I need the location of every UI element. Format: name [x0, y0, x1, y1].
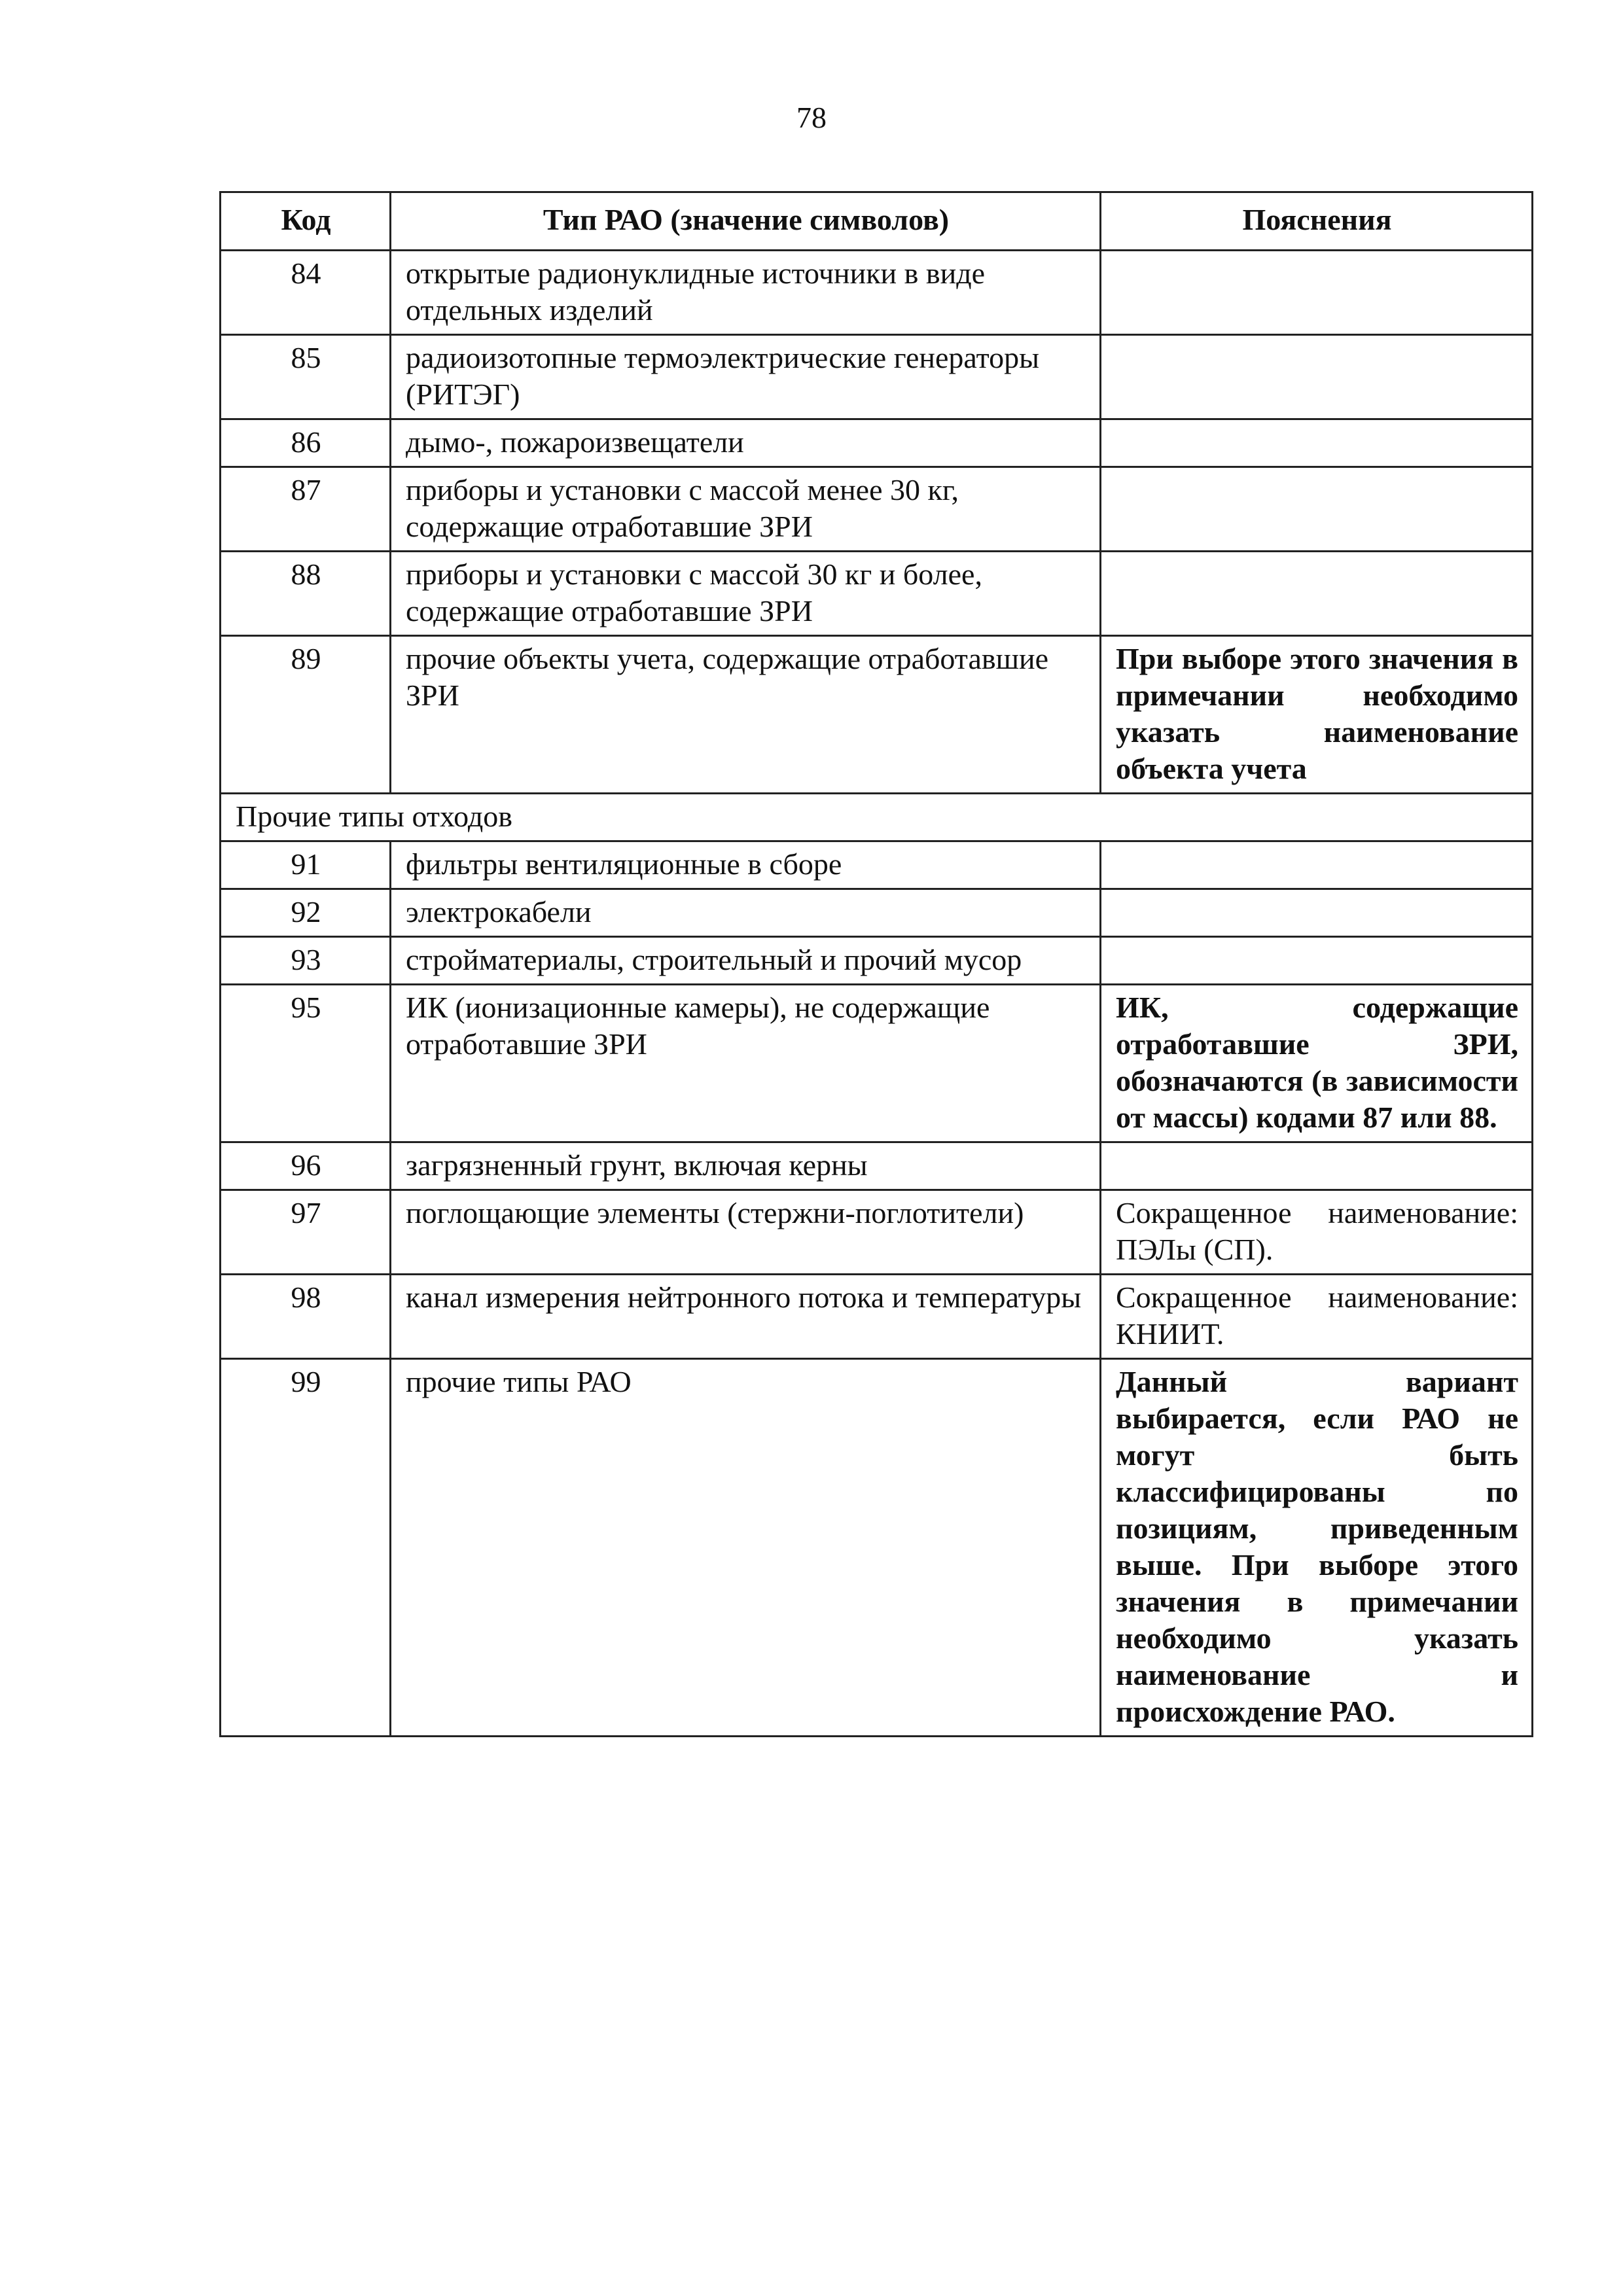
header-type: Тип РАО (значение символов)	[391, 192, 1101, 251]
row-note: При выборе этого значения в примечании необходимо указать наименование объекта учета	[1101, 636, 1533, 794]
section-title: Прочие типы отходов	[221, 794, 1533, 841]
page-number: 78	[796, 101, 827, 134]
row-code: 97	[221, 1190, 391, 1275]
row-note	[1101, 251, 1533, 335]
row-code: 91	[221, 841, 391, 889]
row-note	[1101, 937, 1533, 985]
row-code: 99	[221, 1359, 391, 1737]
row-note: ИК, содержащие отработавшие ЗРИ, обозначаются (в зависимости от массы) кодами 87 или 88.	[1101, 985, 1533, 1142]
row-type: дымо-, пожароизвещатели	[391, 419, 1101, 467]
table-row	[221, 937, 1533, 985]
table-row	[221, 1275, 1533, 1359]
table-row	[221, 251, 1533, 335]
row-type: электрокабели	[391, 889, 1101, 937]
table-row	[221, 636, 1533, 794]
row-type: приборы и установки с массой менее 30 кг, содержащие отработавшие ЗРИ	[391, 467, 1101, 552]
row-code: 96	[221, 1142, 391, 1190]
table-row	[221, 335, 1533, 419]
row-type: радиоизотопные термоэлектрические генераторы (РИТЭГ)	[391, 335, 1101, 419]
row-code: 93	[221, 937, 391, 985]
row-type: прочие объекты учета, содержащие отработавшие ЗРИ	[391, 636, 1101, 794]
row-type: приборы и установки с массой 30 кг и более, содержащие отработавшие ЗРИ	[391, 552, 1101, 636]
table-row	[221, 841, 1533, 889]
row-type: прочие типы РАО	[391, 1359, 1101, 1737]
table-row	[221, 985, 1533, 1142]
row-code: 86	[221, 419, 391, 467]
row-code: 98	[221, 1275, 391, 1359]
table-row	[221, 552, 1533, 636]
row-note	[1101, 419, 1533, 467]
row-note: Сокращенное наименование: ПЭЛы (СП).	[1101, 1190, 1533, 1275]
row-type: загрязненный грунт, включая керны	[391, 1142, 1101, 1190]
row-code: 85	[221, 335, 391, 419]
table-row	[221, 467, 1533, 552]
row-type: фильтры вентиляционные в сборе	[391, 841, 1101, 889]
row-note	[1101, 335, 1533, 419]
table-header-row	[221, 192, 1533, 251]
row-note	[1101, 467, 1533, 552]
row-code: 89	[221, 636, 391, 794]
row-code: 87	[221, 467, 391, 552]
table-row	[221, 1190, 1533, 1275]
row-note: Данный вариант выбирается, если РАО не могут быть классифицированы по позициям, приведенным выше. При выборе этого значения в примечании необходимо указать наименование и происхождение РАО.	[1101, 1359, 1533, 1737]
row-code: 95	[221, 985, 391, 1142]
table-row	[221, 889, 1533, 937]
row-type: ИК (ионизационные камеры), не содержащие отработавшие ЗРИ	[391, 985, 1101, 1142]
row-type: стройматериалы, строительный и прочий мусор	[391, 937, 1101, 985]
row-code: 88	[221, 552, 391, 636]
table-row	[221, 419, 1533, 467]
header-code: Код	[221, 192, 391, 251]
row-note	[1101, 889, 1533, 937]
row-note: Сокращенное наименование: КНИИТ.	[1101, 1275, 1533, 1359]
section-row	[221, 794, 1533, 841]
row-type: открытые радионуклидные источники в виде отдельных изделий	[391, 251, 1101, 335]
row-type: канал измерения нейтронного потока и температуры	[391, 1275, 1101, 1359]
row-note	[1101, 552, 1533, 636]
row-note	[1101, 1142, 1533, 1190]
table-row	[221, 1142, 1533, 1190]
rao-type-table	[219, 191, 1533, 1737]
header-notes: Пояснения	[1101, 192, 1533, 251]
row-code: 84	[221, 251, 391, 335]
row-code: 92	[221, 889, 391, 937]
row-type: поглощающие элементы (стержни-поглотители)	[391, 1190, 1101, 1275]
table-row	[221, 1359, 1533, 1737]
row-note	[1101, 841, 1533, 889]
